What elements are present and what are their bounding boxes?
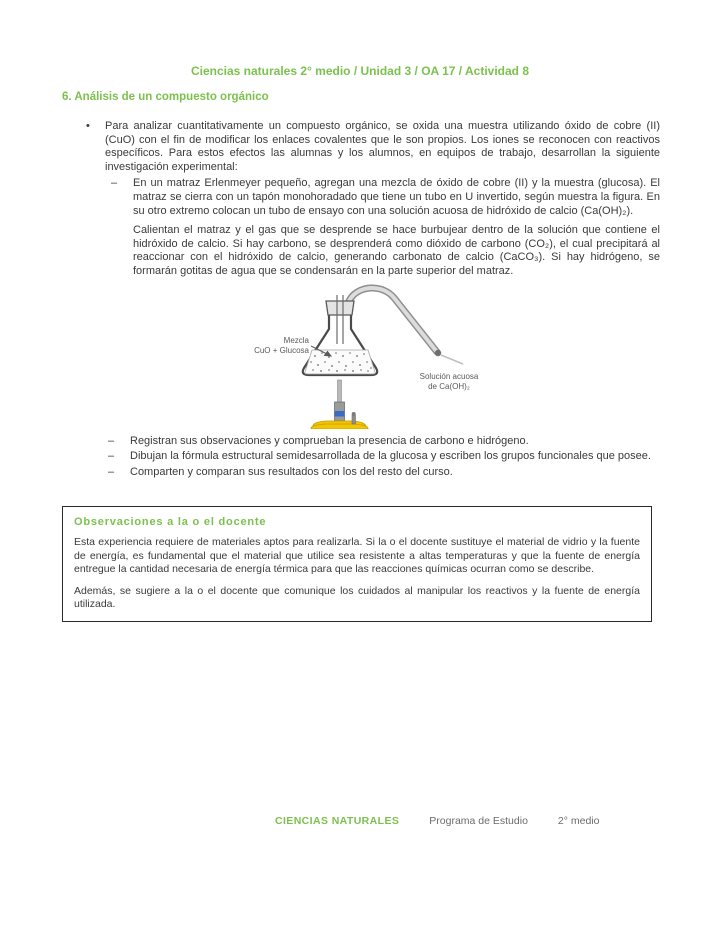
activity-title: 6. Análisis de un compuesto orgánico	[62, 91, 269, 103]
observations-paragraph-1: Esta experiencia requiere de materiales aptos para realizarla. Si la o el docente sustituye el material de vidrio y la fuente de energía, es fundamental que el material que utilice sea resistente a altas temperaturas y que la fuente de energía entregue la cantidad necesaria de energía térmica para que las reacciones químicas ocurran como se describe.	[74, 536, 640, 575]
dash-marker: –	[108, 434, 115, 447]
page-content	[62, 91, 660, 622]
dash-marker: –	[111, 177, 118, 190]
step-text: Comparten y comparan sus resultados con los del resto del curso.	[130, 465, 453, 478]
steps-list	[62, 435, 660, 480]
procedure-text-1: En un matraz Erlenmeyer pequeño, agregan una mezcla de óxido de cobre (II) y la muestra (glucosa). El matraz se cierra con un tapón monohoradado que tiene un tubo en U invertido, según muestra la figura. En su otro extremo colocan un tubo de ensayo con una solución acuosa de hidróxido de calcio (Ca(OH)₂).	[133, 177, 660, 217]
list-item	[62, 450, 660, 464]
intro-text: Para analizar cuantitativamente un compuesto orgánico, se oxida una muestra utilizando óxido de cobre (II) (CuO) con el fin de modificar los enlaces covalentes que le son propios. Los iones se reconocen con reactivos específicos. Para estos efectos las alumnas y los alumnos, en equipos de trabajo, desarrollan la siguiente investigación experimental:	[105, 120, 660, 173]
step-text: Dibujan la fórmula estructural semidesarrollada de la glucosa y escriben los grupos funcionales que posee.	[130, 450, 651, 463]
footer-program: Programa de Estudio	[429, 815, 528, 827]
list-item	[62, 466, 660, 480]
footer-grade: 2° medio	[557, 815, 600, 827]
bunsen-burner-icon	[311, 380, 368, 429]
mixture-label-line1: Mezcla	[283, 335, 309, 345]
observations-paragraph-2: Además, se sugiere a la o el docente que comunique los cuidados al manipular los reactivos y la fuente de energía utilizada.	[74, 584, 640, 611]
experiment-diagram	[225, 284, 525, 429]
solution-label	[393, 372, 505, 392]
solution-label-line1: Solución acuosa	[419, 371, 479, 381]
dash-marker: –	[108, 450, 115, 463]
apparatus-illustration	[225, 284, 525, 429]
dash-marker: –	[108, 465, 115, 478]
intro-paragraph	[62, 120, 660, 174]
list-item	[62, 435, 660, 449]
solution-label-line2: de Ca(OH)₂	[428, 381, 470, 391]
mixture-label	[225, 336, 309, 356]
observations-title: Observaciones a la o el docente	[74, 516, 267, 529]
breadcrumb: Ciencias naturales 2° medio / Unidad 3 / OA 17 / Actividad 8	[190, 64, 529, 78]
procedure-text-2: Calientan el matraz y el gas que se desprende se hace burbujear dentro de la solución que contiene el hidróxido de calcio. Si hay carbono, se desprenderá como dióxido de carbono (CO₂), el cual precipitará al reaccionar con el hidróxido de calcio, generando carbonato de calcio (CaCO₃). Si hay hidrógeno, se formarán gotitas de agua que se condensarán en la parte superior del matraz.	[133, 224, 660, 277]
step-text: Registran sus observaciones y comprueban la presencia de carbono e hidrógeno.	[130, 434, 529, 447]
mixture-icon	[305, 350, 375, 374]
procedure-continuation	[62, 224, 660, 278]
procedure-step	[62, 177, 660, 218]
footer-subject: CIENCIAS NATURALES	[275, 815, 400, 827]
mixture-label-line2: CuO + Glucosa	[254, 345, 309, 355]
teacher-observations-box	[62, 506, 652, 622]
page-footer	[275, 815, 599, 827]
bullet-marker: •	[86, 120, 90, 132]
